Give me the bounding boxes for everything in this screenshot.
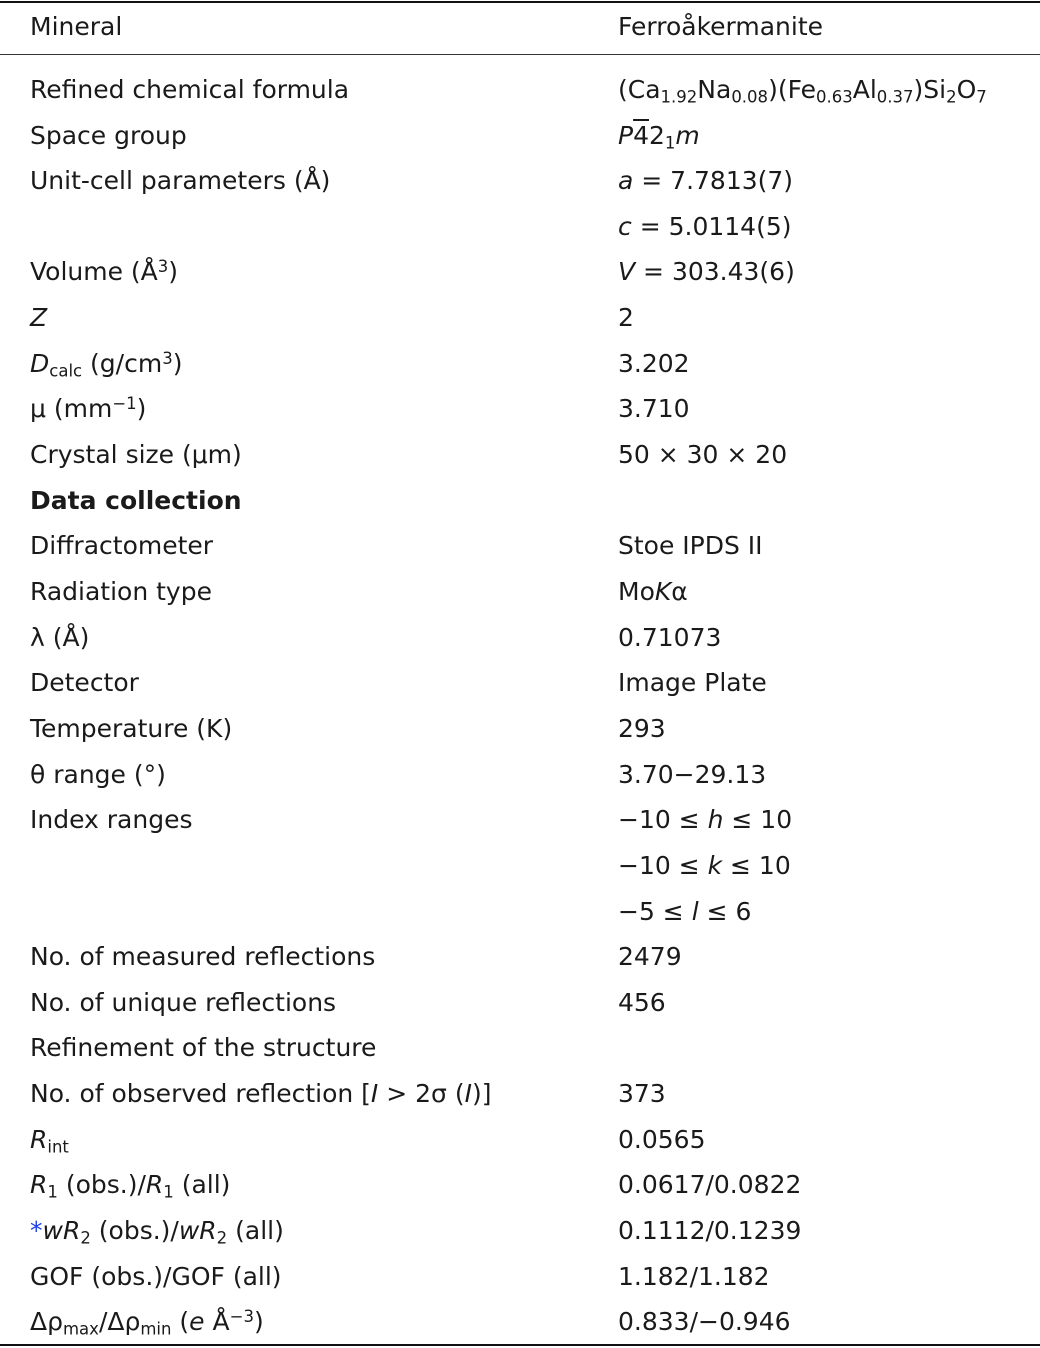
header-label: Mineral (30, 12, 123, 41)
table-row (0, 341, 1040, 386)
table-header-row (0, 4, 1040, 49)
table-row (0, 386, 1040, 431)
table-row (0, 660, 1040, 705)
row-label: Index ranges (30, 805, 193, 834)
table-row (0, 980, 1040, 1025)
table-row (0, 1254, 1040, 1299)
table-row (0, 1162, 1040, 1207)
row-label: No. of unique reflections (30, 988, 337, 1017)
table-row (0, 113, 1040, 158)
row-value: c = 5.0114(5) (618, 212, 792, 241)
row-label: Volume $(Å^3)$ (30, 256, 179, 286)
row-label: $\Delta\rho_{max}/\Delta\rho_{min}$ (e $Å^{-3}$) (30, 1306, 264, 1339)
row-value: 0.71073 (618, 623, 722, 652)
row-label: Unit-cell parameters (Å) (30, 166, 331, 195)
table-row (0, 295, 1040, 340)
row-value: 0.833/−0.946 (618, 1307, 791, 1336)
row-label: Radiation type (30, 577, 212, 606)
row-value: $P42_1m$ (618, 121, 700, 153)
row-value: −5 ≤ l ≤ 6 (618, 897, 752, 926)
table-row (0, 934, 1040, 979)
row-value: 373 (618, 1079, 666, 1108)
row-label: Refined chemical formula (30, 75, 350, 104)
row-label: $R_{int}$ (30, 1125, 69, 1157)
table-row (0, 523, 1040, 568)
table-row (0, 1299, 1040, 1344)
header-rule (0, 54, 1040, 55)
row-value: a = 7.7813(7) (618, 166, 794, 195)
row-label: $R_1$ $(obs.)/R_1$ (all) (30, 1170, 231, 1202)
bottom-rule (0, 1344, 1040, 1346)
row-value: V = 303.43(6) (618, 257, 795, 286)
row-label: Refinement of the structure (30, 1033, 377, 1062)
row-value: 456 (618, 988, 666, 1017)
row-label: No. of measured reflections (30, 942, 376, 971)
row-value: 3.710 (618, 394, 690, 423)
table-row (0, 249, 1040, 294)
row-value: 50 × 30 × 20 (618, 440, 788, 469)
row-value: −10 ≤ k ≤ 10 (618, 851, 791, 880)
row-label: μ $(mm^{-1})$ (30, 393, 147, 423)
top-rule (0, 1, 1040, 3)
table-row (0, 67, 1040, 112)
row-label: θ range (°) (30, 760, 166, 789)
header-value: Ferroåkermanite (618, 12, 824, 41)
row-label: Temperature (K) (30, 714, 233, 743)
row-value: 0.1112/0.1239 (618, 1216, 802, 1245)
table-row (0, 706, 1040, 751)
row-value: 2479 (618, 942, 682, 971)
row-value: 2 (618, 303, 634, 332)
row-value: 0.0565 (618, 1125, 706, 1154)
row-label: GOF (obs.)/GOF (all) (30, 1262, 282, 1291)
row-label: Space group (30, 121, 187, 150)
row-value: 3.70−29.13 (618, 760, 767, 789)
row-label: Z (30, 303, 48, 332)
table-row (0, 752, 1040, 797)
table-row (0, 1117, 1040, 1162)
row-value: 0.0617/0.0822 (618, 1170, 802, 1199)
table-row (0, 478, 1040, 523)
row-value: MoKα (618, 577, 688, 606)
row-label: λ (Å) (30, 623, 90, 652)
table-row (0, 1071, 1040, 1116)
table-row (0, 569, 1040, 614)
table-row (0, 797, 1040, 842)
table-row (0, 1208, 1040, 1253)
row-label: Data collection (30, 486, 242, 515)
row-value: 293 (618, 714, 666, 743)
row-label: Crystal size (μm) (30, 440, 242, 469)
row-value: Stoe IPDS II (618, 531, 763, 560)
table-row (0, 843, 1040, 888)
table-row (0, 889, 1040, 934)
row-label: $D_{calc}$ $(g/cm^3)$ (30, 348, 183, 381)
row-value: −10 ≤ h ≤ 10 (618, 805, 793, 834)
row-value: Image Plate (618, 668, 767, 697)
row-value: 3.202 (618, 349, 690, 378)
table-row (0, 158, 1040, 203)
row-value: 1.182/1.182 (618, 1262, 770, 1291)
table-row (0, 432, 1040, 477)
row-value: $(Ca_{1.92}Na_{0.08})(Fe_{0.63}Al_{0.37})Si_2O_7$ (618, 75, 987, 107)
row-label: Detector (30, 668, 139, 697)
row-label: No. of observed reflection [I > 2σ (I)] (30, 1079, 492, 1108)
table-row (0, 1025, 1040, 1070)
row-label: Diffractometer (30, 531, 214, 560)
row-label: $*wR_2$ $(obs.)/wR_2$ (all) (30, 1216, 284, 1248)
table-row (0, 615, 1040, 660)
table-row (0, 204, 1040, 249)
